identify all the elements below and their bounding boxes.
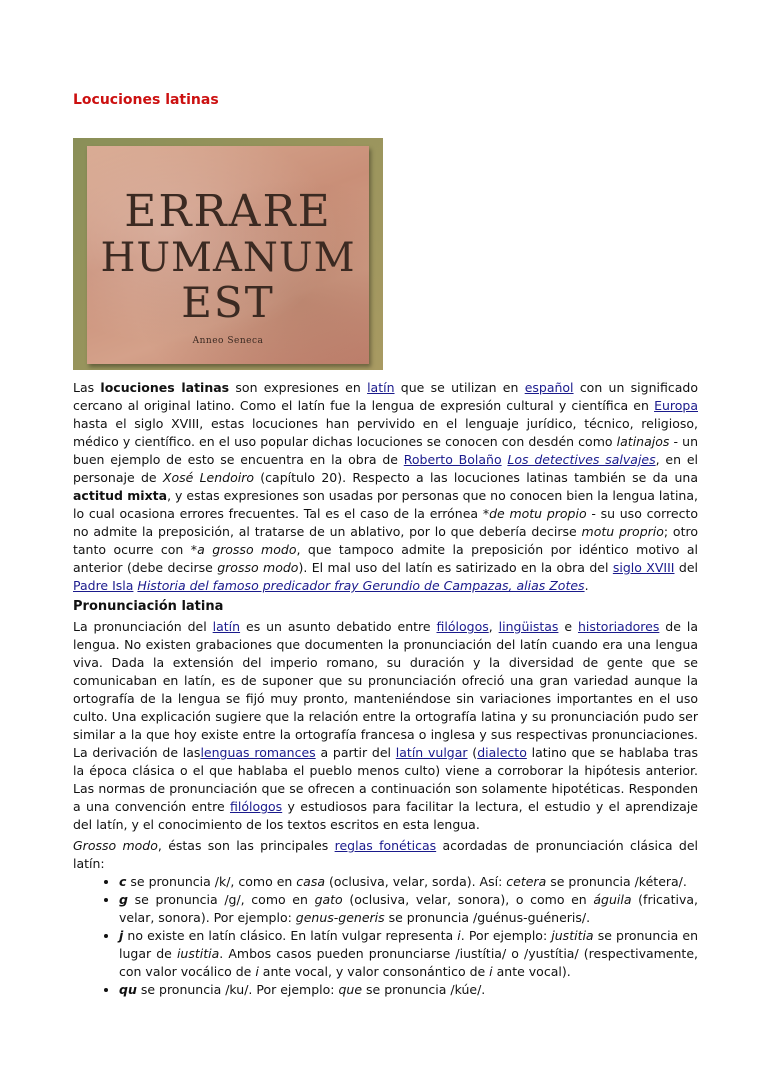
text: del: [674, 560, 698, 575]
text: (capítulo 20). Respecto a las locuciones latinas también se da una: [254, 470, 698, 485]
italic-link-text: Historia del famoso predicador fray Gerundio de Campazas, alias Zotes: [137, 578, 585, 593]
italic-term: motu proprio: [581, 524, 664, 539]
text: (fricativa, velar, sonora). Por ejemplo:: [119, 892, 698, 925]
text: acordadas de pronunciación clásica del latín:: [73, 838, 698, 871]
link-historia-fray-gerundio[interactable]: [137, 578, 584, 593]
page-title: Locuciones latinas: [73, 92, 219, 108]
italic-term: águila: [593, 892, 632, 907]
italic-term: i: [255, 964, 259, 979]
text: se pronuncia /kétera/.: [546, 874, 687, 889]
text: . Ambos casos pueden pronunciarse /iustítia/ o /yustítia/ (respectivamente, con valor vocálico de: [119, 946, 698, 979]
italic-term: grosso modo: [217, 560, 299, 575]
italic-term: iustitia: [176, 946, 220, 961]
text: Las: [73, 380, 101, 395]
link-europa[interactable]: Europa: [654, 398, 698, 413]
text: (oclusiva, velar, sorda). Así:: [325, 874, 507, 889]
text: son expresiones en: [229, 380, 368, 395]
text: La pronunciación del: [73, 619, 213, 634]
text: de la lengua. No existen grabaciones que documenten la pronunciación del latín cuando era una lengua viva. Dada la extensión del imperio romano, su duración y la diversidad de gente que se comunicaban en latín, es de suponer que su pronunciación ofreció una gran variedad aunque la ortografía de la lengua se fijó muy pronto, manteniéndose sin variaciones importantes en el uso culto. Una explicación sugiere que la relación entre la ortografía latina y su pronunciación pudo ser similar a la que hoy existe entre la ortografía francesa o inglesa y sus respectivas pronunciaciones. La derivación de las: [73, 619, 698, 760]
text: , que tampoco admite la preposición por idéntico motivo al anterior (debe decirse: [73, 542, 699, 575]
text: , y estas expresiones son usadas por personas que no conocen bien la lengua latina, lo cual ocasiona errores frecuentes. Tal es el caso de la errónea *: [73, 488, 698, 521]
text: se pronuncia en lugar de: [119, 928, 698, 961]
link-espanol[interactable]: español: [524, 380, 574, 395]
italic-term: i: [489, 964, 493, 979]
plaque-line-3: EST: [181, 278, 275, 327]
text: - su uso correcto no admite la preposición, al tratarse de un ablativo, por lo que debería decirse: [73, 506, 698, 539]
rules-intro-paragraph: [73, 837, 698, 873]
text: e: [558, 619, 578, 634]
bold-term: actitud mixta: [73, 488, 168, 503]
pronunciation-paragraph: [73, 618, 698, 834]
italic-term: Xosé Lendoiro: [162, 470, 254, 485]
list-item: [119, 927, 698, 981]
italic-term: cetera: [506, 874, 547, 889]
italic-term: casa: [296, 874, 325, 889]
text: se pronuncia /ku/. Por ejemplo:: [136, 982, 339, 997]
plaque-caption: Anneo Seneca: [192, 336, 264, 346]
intro-paragraph: [73, 379, 698, 595]
text: (: [467, 745, 478, 760]
italic-term: Grosso modo: [73, 838, 158, 853]
phonetic-rules-list: [73, 873, 698, 999]
link-lenguas-romances[interactable]: lenguas romances: [200, 745, 316, 760]
text: se pronuncia /k/, como en: [126, 874, 297, 889]
text: , éstas son las principales: [157, 838, 335, 853]
text: (oclusiva, velar, sonora), o como en: [342, 892, 594, 907]
link-historiadores[interactable]: historiadores: [577, 619, 660, 634]
italic-term: genus-generis: [295, 910, 385, 925]
plaque-line-2: HUMANUM: [100, 235, 356, 281]
text: se pronuncia /kúe/.: [362, 982, 486, 997]
text: . Por ejemplo:: [460, 928, 552, 943]
italic-term: que: [338, 982, 363, 997]
text: , en el personaje de: [73, 452, 699, 485]
text: con un significado cercano al original latino. Como el latín fue la lengua de expresión cultural y científica en: [73, 380, 698, 413]
link-linguistas[interactable]: lingüistas: [498, 619, 559, 634]
text: latino que se hablaba tras la época clásica o el que hablaba el pueblo menos culto) viene a corroborar la hipótesis anterior. Las normas de pronunciación que se ofrecen a continuación son solamente hipotéticas. Responden a una convención entre: [73, 745, 698, 814]
link-latin-vulgar[interactable]: latín vulgar: [395, 745, 468, 760]
text: hasta el siglo XVIII, estas locuciones han pervivido en el lenguaje jurídico, técnico, religioso, médico y científico. en el uso popular dichas locuciones se conocen con desdén como: [73, 416, 698, 449]
link-padre-isla[interactable]: Padre Isla: [73, 578, 134, 593]
section-heading: Pronunciación latina: [73, 599, 224, 614]
text: ,: [488, 619, 499, 634]
plaque-line-1: ERRARE: [124, 186, 332, 237]
link-latin[interactable]: latín: [367, 380, 395, 395]
text: se pronuncia /g/, como en: [127, 892, 315, 907]
text: a partir del: [315, 745, 396, 760]
rule-letter: c: [119, 874, 127, 889]
text: ante vocal).: [492, 964, 571, 979]
rule-letter: qu: [119, 982, 137, 997]
text: ; otro tanto ocurre con *: [73, 524, 698, 557]
list-item: [119, 873, 698, 891]
list-item: [119, 981, 698, 999]
text: .: [584, 578, 589, 593]
italic-term: a grosso modo: [197, 542, 297, 557]
italic-term: justitia: [551, 928, 594, 943]
article-body: [73, 379, 698, 999]
rule-letter: j: [119, 928, 124, 943]
link-reglas-foneticas[interactable]: reglas fonéticas: [334, 838, 437, 853]
text: y estudiosos para facilitar la lectura, el estudio y el aprendizaje del latín, y el conocimiento de los textos escritos en esta lengua.: [73, 799, 698, 832]
text: se pronuncia /guénus-guéneris/.: [384, 910, 591, 925]
link-los-detectives-salvajes[interactable]: [507, 452, 655, 467]
link-latin[interactable]: latín: [212, 619, 241, 634]
text: no existe en latín clásico. En latín vulgar representa: [123, 928, 458, 943]
text: ante vocal, y valor consonántico de: [258, 964, 490, 979]
link-dialecto[interactable]: dialecto: [477, 745, 527, 760]
text: ). El mal uso del latín es satirizado en la obra del: [298, 560, 613, 575]
bold-term: locuciones latinas: [100, 380, 230, 395]
rule-letter: g: [119, 892, 128, 907]
link-roberto-bolano[interactable]: Roberto Bolaño: [403, 452, 502, 467]
link-filologos[interactable]: filólogos: [436, 619, 489, 634]
italic-term: de motu propio: [489, 506, 587, 521]
list-item: [119, 891, 698, 927]
italic-term: latinajos: [616, 434, 670, 449]
link-siglo-xviii[interactable]: siglo XVIII: [612, 560, 675, 575]
italic-term: i: [457, 928, 461, 943]
text: - un buen ejemplo de esto se encuentra en la obra de: [73, 434, 698, 467]
errare-humanum-est-photo: [73, 138, 383, 370]
text: es un asunto debatido entre: [240, 619, 437, 634]
italic-term: gato: [314, 892, 343, 907]
link-filologos[interactable]: filólogos: [229, 799, 283, 814]
text: que se utilizan en: [394, 380, 525, 395]
stone-plaque: [87, 146, 369, 364]
italic-link-text: Los detectives salvajes: [507, 452, 656, 467]
